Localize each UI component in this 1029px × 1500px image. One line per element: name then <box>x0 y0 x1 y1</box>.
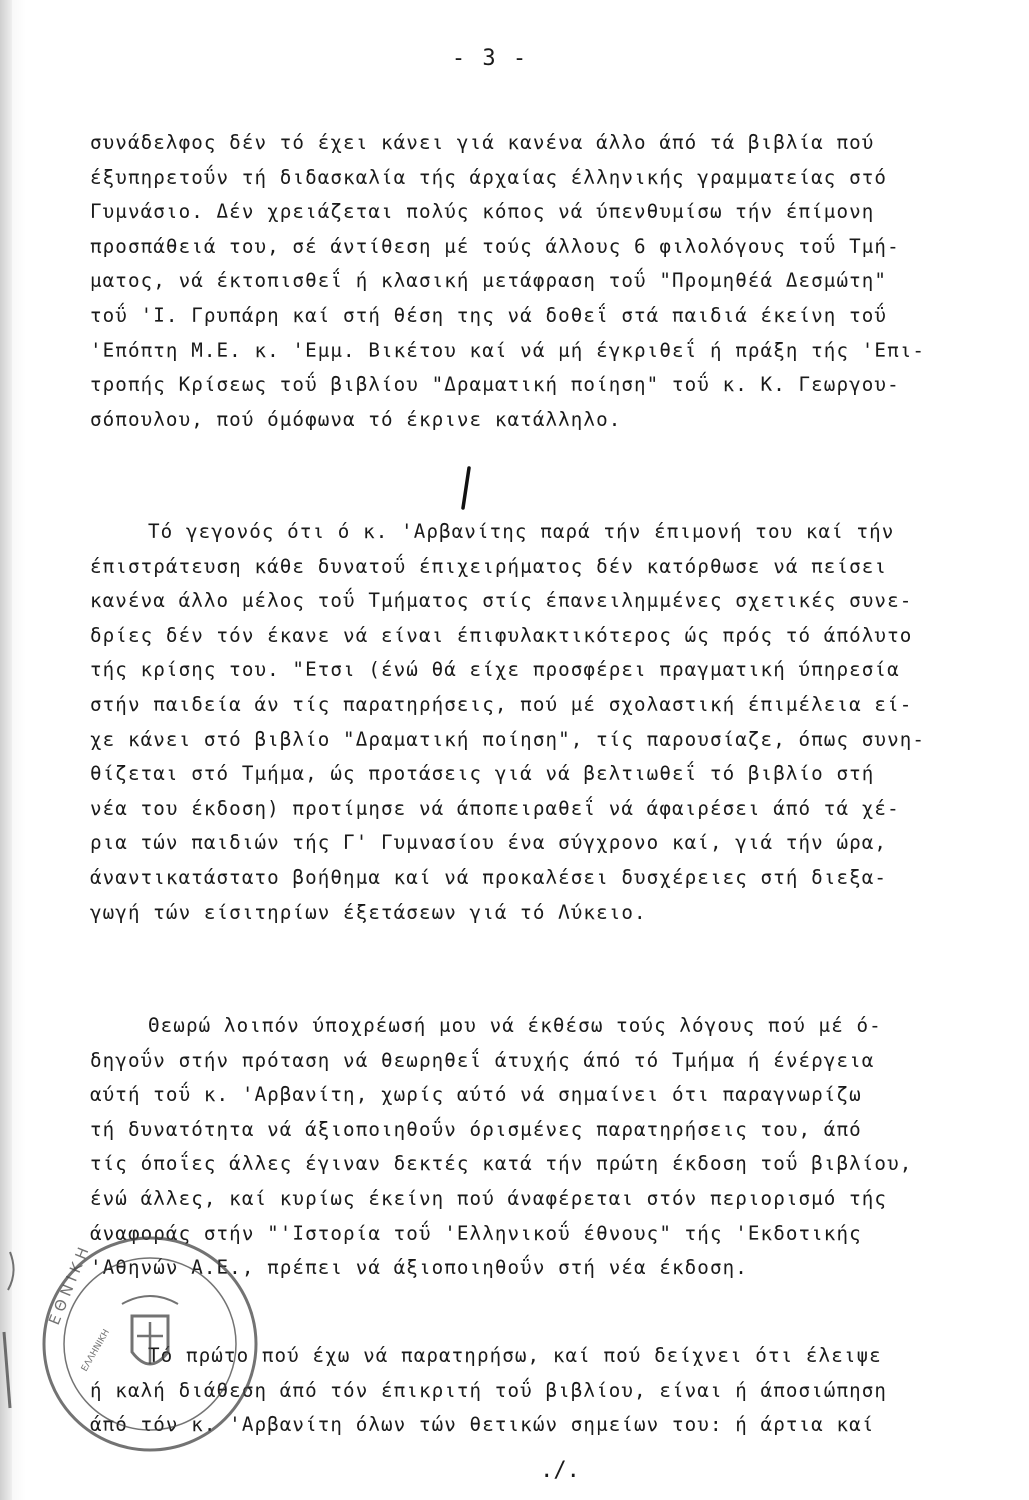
paragraph-2 <box>90 515 970 930</box>
text-line: δρίες δέν τόν έκανε νά είναι έπιφυλακτικότερος ώς πρός τό άπόλυτο <box>90 623 913 647</box>
text-line: ένώ άλλες, καί κυρίως έκείνη πού άναφέρεται στόν περιορισμό τής <box>90 1186 888 1210</box>
text-line: νέα του έκδοση) προτίμησε νά άποπειραθεΐ νά άφαιρέσει άπό τά χέ- <box>90 796 900 820</box>
text-line: τίς όποΐες άλλες έγιναν δεκτές κατά τήν πρώτη έκδοση τοΰ βιβλίου, <box>90 1152 913 1176</box>
text-line: ή καλή διάθεση άπό τόν έπικριτή τοΰ βιβλίου, είναι ή άποσιώπηση <box>90 1378 888 1402</box>
text-line: Τό γεγονός ότι ό κ. 'Αρβανίτης παρά τήν έπιμονή του καί τήν <box>148 520 895 543</box>
text-line: χε κάνει στό βιβλίο "Δραματική ποίηση", τίς παρουσίαζε, όπως συνη- <box>90 727 926 751</box>
text-line: στήν παιδεία άν τίς παρατηρήσεις, πού μέ σχολαστική έπιμέλεια εί- <box>90 692 913 716</box>
text-line: κανένα άλλο μέλος τοΰ Τμήματος στίς έπανειλημμένες σχετικές συνε- <box>90 589 913 613</box>
text-line: σόπουλου, πού όμόφωνα τό έκρινε κατάλληλο. <box>90 407 622 431</box>
text-line: άναντικατάστατο βοήθημα καί νά προκαλέσει δυσχέρειες στή διεξα- <box>90 865 888 889</box>
paragraph-1 <box>90 126 970 437</box>
svg-text:ΕΛΛΗΝΙΚΗ: ΕΛΛΗΝΙΚΗ <box>79 1327 113 1374</box>
text-line: τή δυνατότητα νά άξιοποιηθοΰν όρισμένες παρατηρήσεις του, άπό <box>90 1117 862 1141</box>
text-line: έπιστράτευση κάθε δυνατοΰ έπιχειρήματος δέν κατόρθωσε νά πείσει <box>90 554 888 578</box>
paragraph-3 <box>90 1009 970 1286</box>
text-line: άπό τόν κ. 'Αρβανίτη όλων τών θετικών σημείων του: ή άρτια καί <box>90 1413 875 1437</box>
text-line: Γυμνάσιο. Δέν χρειάζεται πολύς κόπος νά ύπενθυμίσω τήν έπίμονη <box>90 200 875 224</box>
text-line: τοΰ 'Ι. Γρυπάρη καί στή θέση της νά δοθεΐ στά παιδιά έκείνη τοΰ <box>90 303 888 327</box>
page-binding-edge <box>0 0 12 1500</box>
text-line: τροπής Κρίσεως τοΰ βιβλίου "Δραματική ποίηση" τοΰ κ. Κ. Γεωργου- <box>90 373 900 397</box>
text-line: έξυπηρετοΰν τή διδασκαλία τής άρχαίας έλληνικής γραμματείας στό <box>90 165 888 189</box>
text-line: τής κρίσης του. "Ετσι (ένώ θά είχε προσφέρει πραγματική ύπηρεσία <box>90 658 900 682</box>
text-line: ρια τών παιδιών τής Γ' Γυμνασίου ένα σύγχρονο καί, γιά τήν ώρα, <box>90 831 888 855</box>
continuation-mark: ./. <box>540 1458 580 1483</box>
text-line: άναφοράς στήν "'Ιστορία τοΰ 'Ελληνικοΰ έθνους" τής 'Εκδοτικής <box>90 1221 862 1245</box>
page-number: - 3 - <box>451 46 529 71</box>
text-line: 'Επόπτη Μ.Ε. κ. 'Εμμ. Βικέτου καί νά μή έγκριθεΐ ή πράξη τής 'Επι- <box>90 338 926 362</box>
text-line: θίζεται στό Τμήμα, ώς προτάσεις γιά νά βελτιωθεΐ τό βιβλίο στή <box>90 762 875 786</box>
text-line: αύτή τοΰ κ. 'Αρβανίτη, χωρίς αύτό νά σημαίνει ότι παραγνωρίζω <box>90 1083 862 1107</box>
text-line: Θεωρώ λοιπόν ύποχρέωσή μου νά έκθέσω τούς λόγους πού μέ ό- <box>148 1014 882 1037</box>
paragraph-4 <box>90 1339 970 1443</box>
text-line: δηγοΰν στήν πρόταση νά θεωρηθεΐ άτυχής άπό τό Τμήμα ή ένέργεια <box>90 1048 875 1072</box>
text-line: προσπάθειά του, σέ άντίθεση μέ τούς άλλους 6 φιλολόγους τοΰ Τμή- <box>90 234 900 258</box>
text-line: Τό πρώτο πού έχω νά παρατηρήσω, καί πού δείχνει ότι έλειψε <box>148 1344 882 1367</box>
handwritten-pen-mark <box>458 466 474 510</box>
text-line: συνάδελφος δέν τό έχει κάνει γιά κανένα άλλο άπό τά βιβλία πού <box>90 131 875 154</box>
text-line: γωγή τών είσιτηρίων έξετάσεων γιά τό Λύκειο. <box>90 900 647 924</box>
text-line: 'Αθηνών Α.Ε., πρέπει νά άξιοποιηθοΰν στή νέα έκδοση. <box>90 1256 748 1280</box>
svg-text:Ε Θ Ν Ι Κ Η: Ε Θ Ν Ι Κ Η <box>45 1244 93 1328</box>
text-line: ματος, νά έκτοπισθεΐ ή κλασική μετάφραση τοΰ "Προμηθέά Δεσμώτη" <box>90 269 888 293</box>
